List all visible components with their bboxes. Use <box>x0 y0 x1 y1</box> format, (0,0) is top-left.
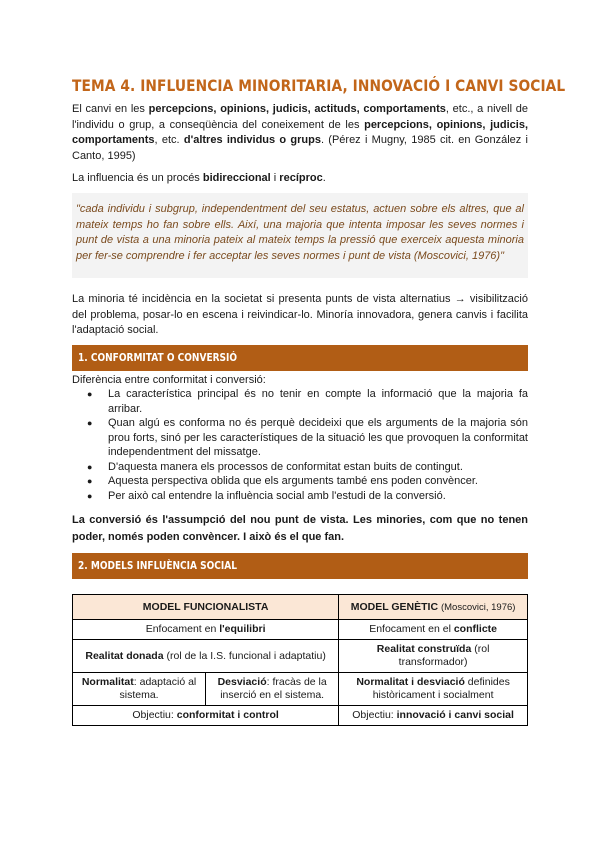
definition-paragraph: El canvi en les percepcions, opinions, judicis, actituds, comportaments, etc., a nivell de l'individu o grup, a conseqüència del coneixement de les percepcions, opinions, judicis, comportaments, etc. d'altres individus o grups. (Pérez i Mugny, 1985 cit. en González i Canto, 1995) <box>72 103 528 162</box>
cell-objective-innovation: Objectiu: innovació i canvi social <box>339 706 528 726</box>
cell-objective-conformity: Objectiu: conformitat i control <box>73 706 339 726</box>
influence-paragraph: La influencia és un procés bidireccional i recíproc. <box>72 172 326 184</box>
moscovici-quote: "cada individu i subgrup, independentment del seu estatus, actuen sobre els altres, que al mateix temps ho fan sobre ells. Així, una majoria que intenta imposar les seves normes i punt de vista a una minoria pateix al mateix temps la pressió que exerceix aquesta minoria per fer-se comprendre i fer acceptar les seves normes i punt de vista (Moscovici, 1976)" <box>72 193 528 278</box>
cell-given-reality: Realitat donada (rol de la I.S. funcional i adaptatiu) <box>73 640 339 673</box>
table-header-row <box>73 595 528 620</box>
header-functionalist: MODEL FUNCIONALISTA <box>73 595 339 620</box>
list-item: ● Aquesta perspectiva oblida que els arguments també ens poden convèncer. <box>72 474 528 489</box>
cell-normality-deviation-split <box>73 673 339 706</box>
cell-normality-and-deviation: Normalitat i desviació definides històricament i socialment <box>339 673 528 706</box>
section-heading-conformity: 1. CONFORMITAT O CONVERSIÓ <box>72 345 528 371</box>
list-item: ● D'aquesta manera els processos de conformitat estan buits de contingut. <box>72 460 528 475</box>
table-row <box>73 673 528 706</box>
table-row <box>73 640 528 673</box>
cell-deviation: Desviació: fracàs de la inserció en el sistema. <box>217 676 327 701</box>
cell-normality: Normalitat: adaptació al sistema. <box>73 673 206 705</box>
list-item: ● Quan algú es conforma no és perquè decideixi que els arguments de la majoria són prou forts, sinó per les característiques de la situació les que provoquen la conformitat independentment del missatge. <box>72 416 528 460</box>
conformity-bullet-list <box>72 387 528 503</box>
conversion-conclusion: La conversió és l'assumpció del nou punt de vista. Les minories, com que no tenen poder, només poden convèncer. I això és el que fan. <box>72 514 528 543</box>
page-title: TEMA 4. INFLUENCIA MINORITARIA, INNOVACIÓ I CANVI SOCIAL <box>72 76 566 95</box>
section-heading-models: 2. MODELS INFLUÈNCIA SOCIAL <box>72 553 528 579</box>
cell-focus-equilibrium: Enfocament en l'equilibri <box>73 620 339 640</box>
header-genetic: MODEL GENÈTIC (Moscovici, 1976) <box>339 595 528 620</box>
cell-focus-conflict: Enfocament en el conflicte <box>339 620 528 640</box>
minority-paragraph: La minoria té incidència en la societat si presenta punts de vista alternatius → visibilització del problema, posar-lo en escena i reivindicar-lo. Minoría innovadora, genera canvis i facilita l'adaptació social. <box>72 293 528 336</box>
models-table <box>72 594 528 726</box>
cell-constructed-reality: Realitat construïda (rol transformador) <box>339 640 528 673</box>
section1-intro: Diferència entre conformitat i conversió: <box>72 374 266 386</box>
list-item: ● Per això cal entendre la influència social amb l'estudi de la conversió. <box>72 489 528 504</box>
table-row <box>73 620 528 640</box>
list-item: ● La característica principal és no tenir en compte la informació que la majoria fa arribar. <box>72 387 528 416</box>
table-row <box>73 706 528 726</box>
